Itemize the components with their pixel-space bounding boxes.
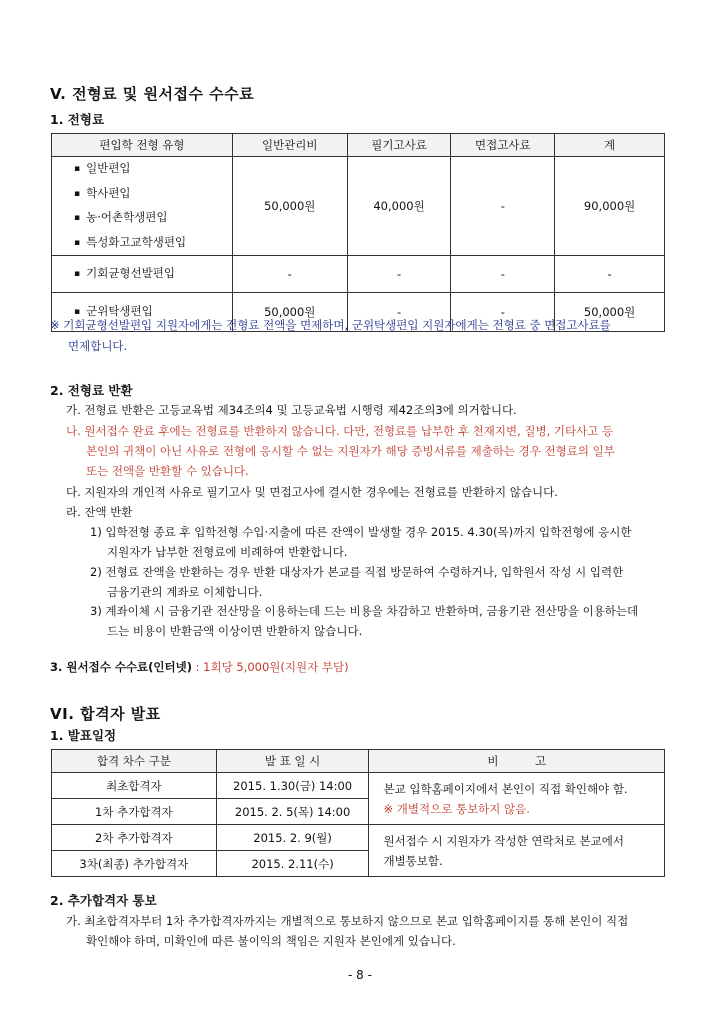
table-cell: 90,000원: [555, 157, 665, 256]
round-cell: 2차 추가합격자: [52, 825, 217, 851]
refund-ra-1-line-1: 1) 입학전형 종료 후 입학전형 수입·지출에 따른 잔액이 발생할 경우 2015. 4.30(목)까지 입학전형에 응시한: [90, 525, 632, 539]
refund-item-na-line-1: 나. 원서접수 완료 후에는 전형료를 반환하지 않습니다. 다만, 전형료를 납부한 후 천재지변, 질병, 기타사고 등: [66, 424, 614, 438]
list-item: ▪ 농·어촌학생편입: [74, 206, 232, 231]
remark-cell: [369, 825, 665, 877]
page-number: - 8 -: [348, 968, 372, 982]
refund-ra-2-line-2: 금융기관의 계좌로 이체합니다.: [107, 585, 263, 599]
table-cell: -: [451, 293, 555, 332]
fee-table: [51, 133, 665, 332]
subsection-title-refund: 2. 전형료 반환: [50, 383, 133, 398]
schedule-table: [51, 749, 665, 877]
table-cell: 50,000원: [232, 157, 347, 256]
list-item: ▪ 일반편입: [74, 157, 232, 182]
application-fee-value: : 1회당 5,000원(지원자 부담): [191, 660, 349, 674]
refund-item-ra: 라. 잔액 반환: [66, 505, 133, 519]
header-written-fee: 필기고사료: [347, 134, 451, 157]
header-round: 합격 차수 구분: [52, 750, 217, 773]
list-item: ▪ 학사편입: [74, 182, 232, 207]
refund-item-da: 다. 지원자의 개인적 사유로 필기고사 및 면접고사에 결시한 경우에는 전형료를 반환하지 않습니다.: [66, 485, 558, 499]
section-title-results: VI. 합격자 발표: [50, 705, 161, 723]
header-total: 계: [555, 134, 665, 157]
fee-note-line-1: ※ 기회균형선발편입 지원자에게는 전형료 전액을 면제하며, 군위탁생편입 지원자에게는 전형료 중 면접고사료를: [50, 318, 611, 332]
date-cell: 2015. 2.11(수): [216, 851, 369, 877]
table-row: [52, 157, 665, 256]
date-cell: 2015. 2. 9(월): [216, 825, 369, 851]
type-list: [52, 256, 233, 293]
header-date: 발 표 일 시: [216, 750, 369, 773]
type-list: [52, 157, 233, 256]
section-title-fees: V. 전형료 및 원서접수 수수료: [50, 85, 255, 103]
refund-item-na-line-2: 본인의 귀책이 아닌 사유로 전형에 응시할 수 없는 지원자가 해당 증빙서류를 제출하는 경우 전형료의 일부: [86, 444, 615, 458]
round-cell: 1차 추가합격자: [52, 799, 217, 825]
table-cell: 50,000원: [232, 293, 347, 332]
list-item: ▪ 특성화고교학생편입: [74, 231, 232, 256]
list-item: ▪ 기회균형선발편입: [74, 262, 232, 287]
remark-line: 본교 입학홈페이지에서 본인이 직접 확인해야 함.: [383, 781, 628, 796]
header-admin-fee: 일반관리비: [232, 134, 347, 157]
refund-ra-3-line-2: 드는 비용이 반환금액 이상이면 반환하지 않습니다.: [107, 624, 363, 638]
header-interview-fee: 면접고사료: [451, 134, 555, 157]
refund-ra-3-line-1: 3) 계좌이체 시 금융기관 전산망을 이용하는데 드는 비용을 차감하고 반환하며, 금융기관 전산망을 이용하는데: [90, 604, 639, 618]
round-cell: 최초합격자: [52, 773, 217, 799]
table-cell: -: [451, 157, 555, 256]
list-item: ▪ 군위탁생편입: [74, 300, 232, 325]
remark-line: 개별통보함.: [383, 853, 443, 868]
refund-ra-1-line-2: 지원자가 납부한 전형료에 비례하여 반환합니다.: [107, 545, 348, 559]
application-fee-line: [50, 658, 349, 677]
refund-item-ga: 가. 전형료 반환은 고등교육법 제34조의4 및 고등교육법 시행령 제42조의3에 의거합니다.: [66, 403, 517, 417]
date-cell: 2015. 1.30(금) 14:00: [216, 773, 369, 799]
table-cell: -: [451, 256, 555, 293]
table-row: [52, 256, 665, 293]
table-cell: -: [347, 293, 451, 332]
table-row: [52, 825, 665, 851]
subsection-title-exam-fee: 1. 전형료: [50, 112, 105, 127]
refund-ra-2-line-1: 2) 전형료 잔액을 반환하는 경우 반환 대상자가 본교를 직접 방문하여 수령하거나, 입학원서 작성 시 입력한: [90, 565, 624, 579]
table-cell: -: [347, 256, 451, 293]
remark-note: ※ 개별적으로 통보하지 않음.: [383, 801, 530, 816]
remark-cell: [369, 773, 665, 825]
header-type: 편입학 전형 유형: [52, 134, 233, 157]
date-cell: 2015. 2. 5(목) 14:00: [216, 799, 369, 825]
application-fee-label: 3. 원서접수 수수료(인터넷): [50, 660, 192, 674]
notice-line-2: 확인해야 하며, 미확인에 따른 불이익의 책임은 지원자 본인에게 있습니다.: [86, 934, 456, 948]
refund-item-na-line-3: 또는 전액을 반환할 수 있습니다.: [86, 464, 249, 478]
fee-note-line-2: 면제합니다.: [68, 339, 128, 353]
subsection-title-schedule: 1. 발표일정: [50, 728, 117, 743]
round-cell: 3차(최종) 추가합격자: [52, 851, 217, 877]
table-cell: 50,000원: [555, 293, 665, 332]
table-cell: 40,000원: [347, 157, 451, 256]
table-cell: -: [232, 256, 347, 293]
table-cell: -: [555, 256, 665, 293]
header-remark: 비 고: [369, 750, 665, 773]
remark-line: 원서접수 시 지원자가 작성한 연락처로 본교에서: [383, 833, 624, 848]
table-row: [52, 773, 665, 799]
schedule-header-row: [52, 750, 665, 773]
subsection-title-additional-notice: 2. 추가합격자 통보: [50, 893, 157, 908]
notice-line-1: 가. 최초합격자부터 1차 추가합격자까지는 개별적으로 통보하지 않으므로 본교 입학홈페이지를 통해 본인이 직접: [66, 914, 629, 928]
fee-table-header-row: [52, 134, 665, 157]
